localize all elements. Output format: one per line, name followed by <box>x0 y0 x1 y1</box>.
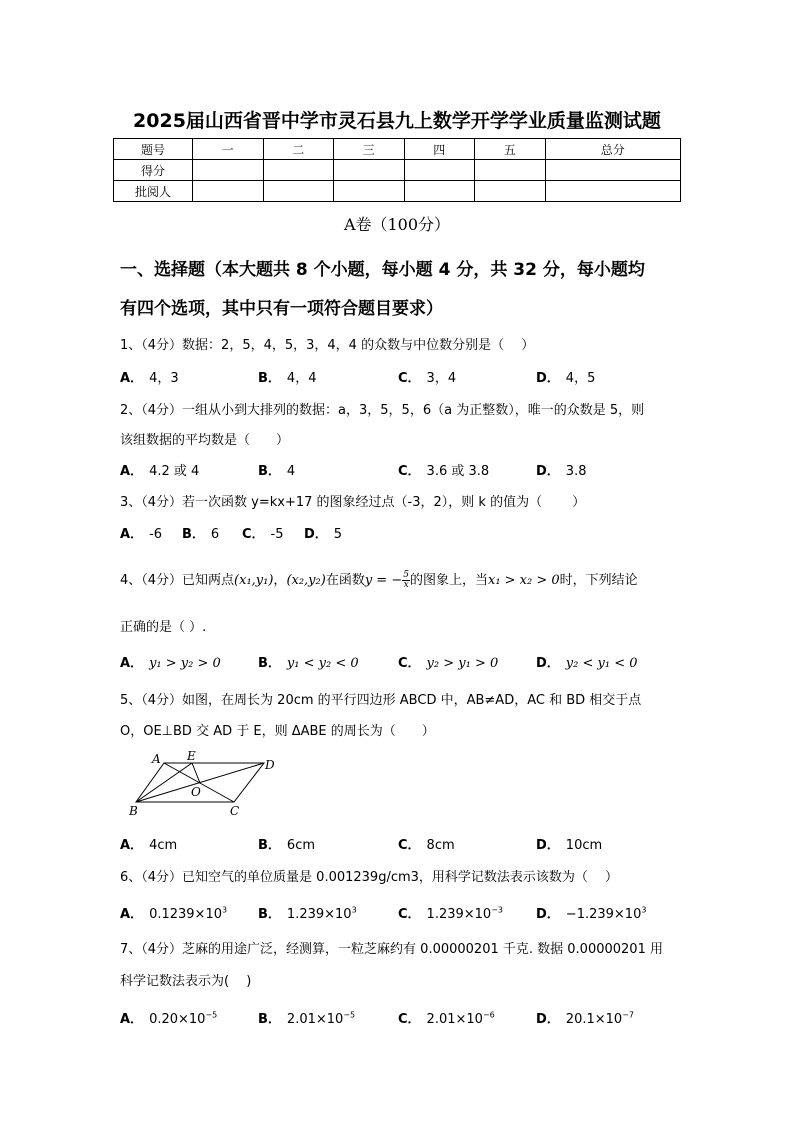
question-5-stem-line2: O，OE⊥BD 交 AD 于 E，则 ΔABE 的周长为（ ） <box>120 724 435 739</box>
q5-option-a: A． 4cm <box>120 838 178 853</box>
question-6-stem: 6、（4分）已知空气的单位质量是 0.001239g/cm3，用科学记数法表示该数为（ ） <box>120 870 619 885</box>
grader-row <box>114 181 681 202</box>
question-2-stem-line2: 该组数据的平均数是（ ） <box>120 433 290 448</box>
score-row <box>114 160 681 181</box>
q1-option-b: B． 4，4 <box>258 371 317 386</box>
header-cell: 三 <box>334 139 405 160</box>
q2-option-c: C． 3.6 或 3.8 <box>398 464 490 479</box>
q5-option-c: C． 8cm <box>398 838 455 853</box>
label-o: O <box>191 785 201 799</box>
segment-oe <box>192 763 200 783</box>
q7-option-a: A． $0.20\times 10^{-5}$ <box>120 1010 218 1027</box>
question-7-stem-line2: 科学记数法表示为( ) <box>120 974 252 989</box>
question-4-stem-line1: 4、（4分）已知两点(x₁,y₁)，(x₂,y₂)在函数y = − $\frac{5}{x}$ 的图象上，当x₁ > x₂ > 0时，下列结论 <box>120 570 638 590</box>
q6-option-c: C． $1.239\times 10^{-3}$ <box>398 905 503 922</box>
header-cell: 五 <box>475 139 546 160</box>
score-table-header-row <box>114 139 681 160</box>
score-cell <box>334 160 405 181</box>
score-cell <box>263 160 334 181</box>
q1-option-c: C． 3，4 <box>398 371 457 386</box>
q5-option-d: D． 10cm <box>536 838 603 853</box>
q2-option-a: A． 4.2 或 4 <box>120 464 200 479</box>
grader-cell <box>334 181 405 202</box>
q6-option-d: D． $-1.239\times 10^3$ <box>536 905 647 922</box>
point-2: (x₂,y₂) <box>286 573 326 588</box>
segment-be <box>136 763 192 802</box>
label-d: D <box>265 758 275 772</box>
q3-option-a: A． -6 <box>120 527 163 542</box>
label-b: B <box>129 804 138 818</box>
q4-option-b: B． y₁ < y₂ < 0 <box>258 656 359 671</box>
section-heading-line2: 有四个选项，其中只有一项符合题目要求） <box>120 299 443 319</box>
volume-heading: A卷（100分） <box>343 215 451 234</box>
grader-cell <box>193 181 264 202</box>
question-5-stem-line1: 5、（4分）如图，在周长为 20cm 的平行四边形 ABCD 中，AB≠AD，AC 和 BD 相交于点 <box>120 693 642 708</box>
grader-cell <box>545 181 681 202</box>
q2-option-d: D． 3.8 <box>536 464 587 479</box>
q3-option-c: C． -5 <box>242 527 284 542</box>
q3-option-b: B． 6 <box>182 527 220 542</box>
header-cell: 总分 <box>545 139 681 160</box>
label-e: E <box>187 749 196 763</box>
q7-option-b: B． $2.01\times 10^{-5}$ <box>258 1010 356 1027</box>
grader-cell <box>475 181 546 202</box>
q1-option-a: A． 4，3 <box>120 371 179 386</box>
exam-title: 2025届山西省晋中学市灵石县九上数学开学学业质量监测试题 <box>133 110 661 132</box>
header-cell: 二 <box>263 139 334 160</box>
label-a: A <box>152 752 161 766</box>
q5-option-b: B． 6cm <box>258 838 316 853</box>
q2-option-b: B． 4 <box>258 464 296 479</box>
q4-option-a: A． y₁ > y₂ > 0 <box>120 656 221 671</box>
score-cell <box>193 160 264 181</box>
question-7-stem-line1: 7、（4分）芝麻的用途广泛，经测算，一粒芝麻约有 0.00000201 千克. 数据 0.00000201 用 <box>120 942 663 957</box>
section-heading-line1: 一、选择题（本大题共 8 个小题，每小题 4 分，共 32 分，每小题均 <box>120 260 645 280</box>
header-cell: 四 <box>404 139 475 160</box>
question-3-stem: 3、（4分）若一次函数 y=kx+17 的图象经过点（-3，2），则 k 的值为（ ） <box>120 495 586 510</box>
grader-cell <box>263 181 334 202</box>
q4-option-d: D． y₂ < y₁ < 0 <box>536 656 638 671</box>
score-cell <box>545 160 681 181</box>
point-1: (x₁,y₁) <box>234 573 274 588</box>
q7-option-d: D． $20.1\times 10^{-7}$ <box>536 1010 634 1027</box>
condition: x₁ > x₂ > 0 <box>487 573 560 588</box>
score-table <box>113 138 681 202</box>
grader-cell <box>404 181 475 202</box>
label-c: C <box>230 804 240 818</box>
question-1-stem: 1、（4分）数据：2，5，4，5，3，4，4 的众数与中位数分别是（ ） <box>120 338 535 353</box>
question-2-stem-line1: 2、（4分）一组从小到大排列的数据：a，3，5，5，6（a 为正整数），唯一的众数是 5，则 <box>120 403 645 418</box>
q6-option-a: A． $0.1239\times 10^3$ <box>120 905 228 922</box>
score-cell <box>475 160 546 181</box>
q4-option-c: C． y₂ > y₁ > 0 <box>398 656 499 671</box>
header-cell: 一 <box>193 139 264 160</box>
function-expression: y = − $\frac{5}{x}$ <box>364 570 409 590</box>
header-cell: 题号 <box>114 139 193 160</box>
q6-option-b: B． $1.239\times 10^3$ <box>258 905 357 922</box>
q3-option-d: D． 5 <box>304 527 343 542</box>
row-label: 得分 <box>114 160 193 181</box>
row-label: 批阅人 <box>114 181 193 202</box>
q7-option-c: C． $2.01\times 10^{-6}$ <box>398 1010 495 1027</box>
q1-option-d: D． 4，5 <box>536 371 596 386</box>
parallelogram-figure <box>124 748 284 820</box>
score-cell <box>404 160 475 181</box>
question-4-stem-line2: 正确的是（ ）. <box>120 620 207 635</box>
